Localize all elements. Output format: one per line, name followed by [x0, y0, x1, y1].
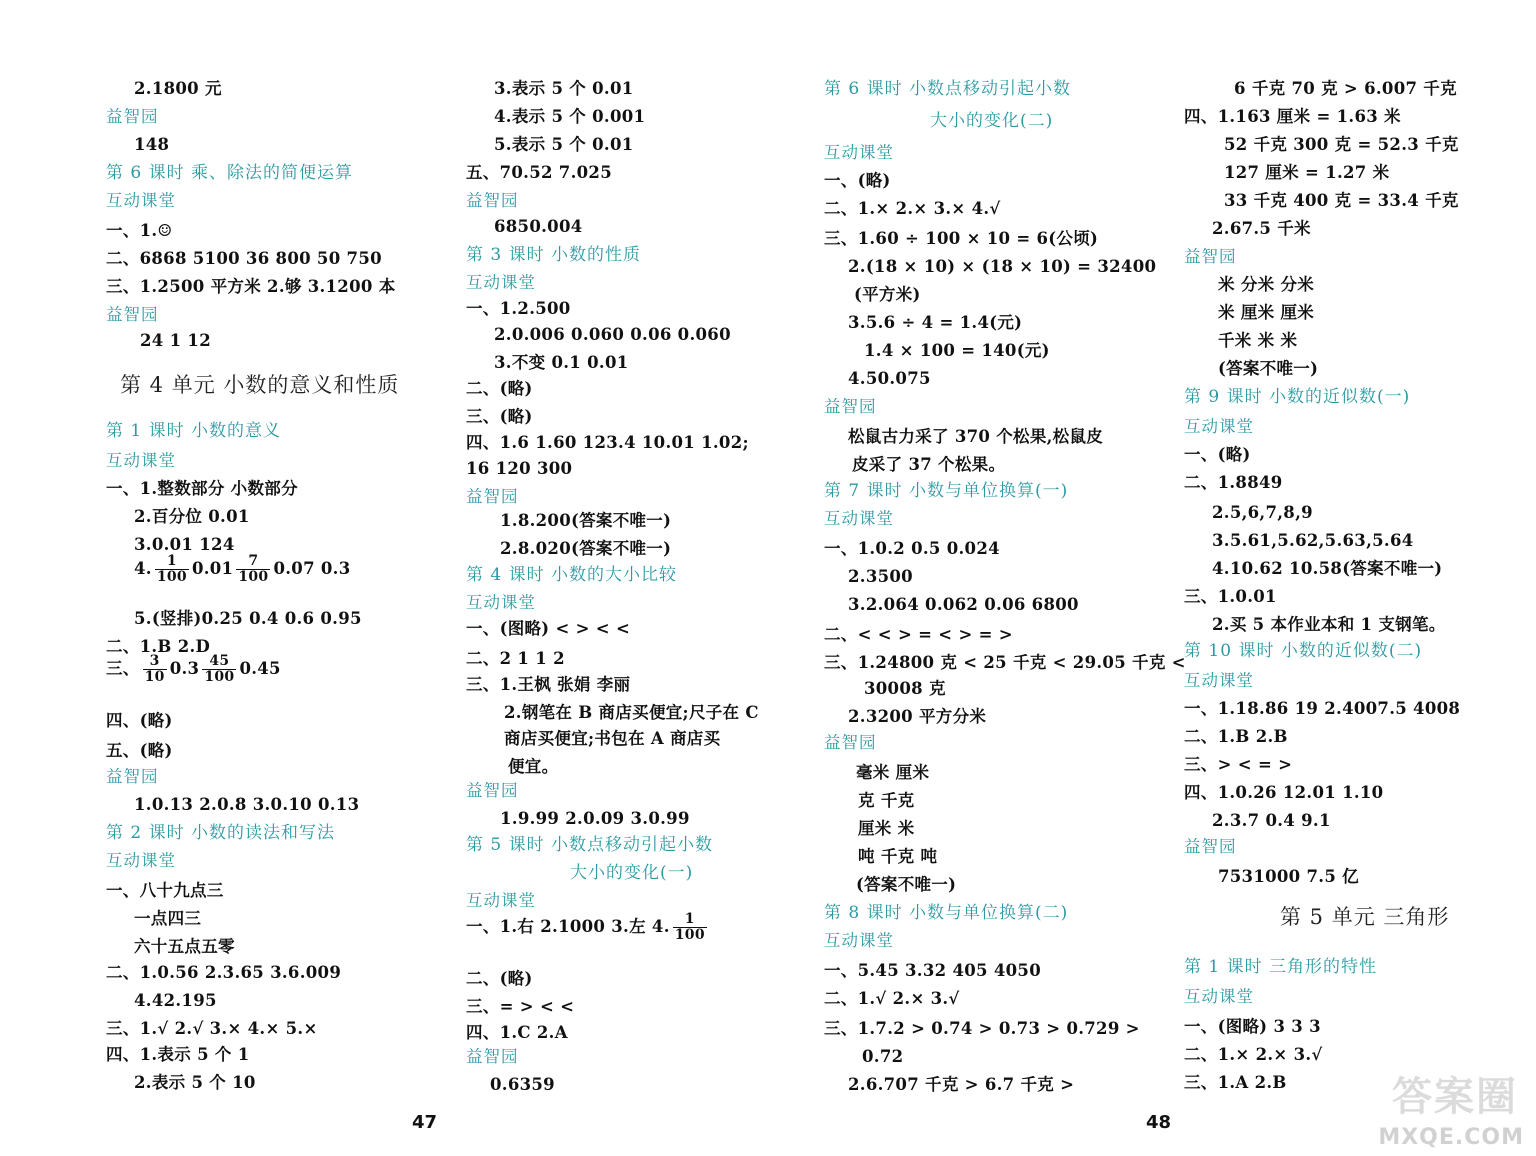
section-heading: 互动课堂 — [466, 273, 536, 292]
fraction-denominator: 10 — [144, 669, 165, 685]
answer-line: 四、1.163 厘米 = 1.63 米 — [1184, 107, 1401, 126]
answer-line: 2.表示 5 个 10 — [134, 1073, 256, 1092]
lesson-heading: 第 8 课时 小数与单位换算(二) — [824, 903, 1069, 923]
answer-line: 六十五点五零 — [134, 937, 235, 956]
section-heading: 互动课堂 — [466, 891, 536, 910]
lesson-heading: 第 4 课时 小数的大小比较 — [466, 565, 678, 585]
section-heading: 互动课堂 — [824, 931, 894, 950]
answer-line: 二、< < > = < > = > — [824, 625, 1013, 644]
answer-line: 52 千克 300 克 = 52.3 千克 — [1224, 135, 1459, 154]
answer-line: 7531000 7.5 亿 — [1218, 867, 1359, 886]
answer-line: 一、1.整数部分 小数部分 — [106, 479, 298, 498]
section-heading: 益智园 — [824, 397, 877, 416]
answer-line: 2.1800 元 — [134, 79, 222, 98]
answer-line: 商店买便宜;书包在 A 商店买 — [504, 729, 721, 748]
section-heading: 互动课堂 — [106, 191, 176, 210]
answer-line: 吨 千克 吨 — [858, 847, 938, 866]
section-heading: 互动课堂 — [106, 451, 176, 470]
answer-line: 三、(略) — [466, 407, 533, 426]
answer-line: 6850.004 — [494, 217, 583, 236]
answer-line: 6 千克 70 克 > 6.007 千克 — [1234, 79, 1457, 98]
answer-line: 1.0.13 2.0.8 3.0.10 0.13 — [134, 795, 360, 814]
answer-line: 三、1.√ 2.√ 3.× 4.× 5.× — [106, 1019, 318, 1038]
unit-heading: 第 4 单元 小数的意义和性质 — [120, 373, 400, 397]
lesson-heading: 第 3 课时 小数的性质 — [466, 245, 642, 265]
answer-line: 二、6868 5100 36 800 50 750 — [106, 249, 382, 268]
answer-line: 2.3.7 0.4 9.1 — [1212, 811, 1331, 830]
watermark-site: MXQE.COM — [1378, 1125, 1524, 1150]
answer-line: 三、= > < < — [466, 997, 575, 1016]
answer-line: 一、八十九点三 — [106, 881, 224, 900]
answer-line: 三、1.60 ÷ 100 × 10 = 6(公顷) — [824, 229, 1099, 248]
answer-line: 二、1.× 2.× 3.× 4.√ — [824, 199, 1001, 218]
answer-line: 一、(图略) < > < < — [466, 619, 631, 638]
answer-text: 0.45 — [239, 659, 281, 678]
answer-line: 三、1.2500 平方米 2.够 3.1200 本 — [106, 277, 396, 296]
answer-line: 1.4 × 100 = 140(元) — [864, 341, 1050, 360]
answer-line: 3.5.61,5.62,5.63,5.64 — [1212, 531, 1414, 550]
answer-line: 16 120 300 — [466, 459, 573, 478]
unit-heading: 第 5 单元 三角形 — [1280, 905, 1450, 929]
fraction — [236, 554, 270, 585]
answer-text: 一、1.右 2.1000 3.左 4. — [466, 917, 670, 936]
answer-line: 2.6.707 千克 > 6.7 千克 > — [848, 1075, 1075, 1094]
fraction — [673, 912, 707, 943]
answer-line: 一、1.0.2 0.5 0.024 — [824, 539, 1000, 558]
answer-line: 2.3200 平方分米 — [848, 707, 987, 726]
answer-line: 一、(略) — [824, 171, 891, 190]
answer-line: 一、(略) — [1184, 445, 1251, 464]
answer-line: 2.3500 — [848, 567, 913, 586]
lesson-heading: 第 2 课时 小数的读法和写法 — [106, 823, 336, 843]
watermark-logo: 答案圈 — [1392, 1074, 1518, 1120]
lesson-heading: 第 6 课时 乘、除法的简便运算 — [106, 163, 354, 183]
answer-line: 2.67.5 千米 — [1212, 219, 1311, 238]
answer-line: 松鼠古力采了 370 个松果,松鼠皮 — [848, 427, 1104, 446]
answer-line: 皮采了 37 个松果。 — [852, 455, 1006, 474]
fraction — [143, 654, 167, 685]
fraction-denominator: 100 — [238, 569, 269, 585]
lesson-heading: 大小的变化(二) — [930, 111, 1054, 131]
answer-line: 4.10.62 10.58(答案不唯一) — [1212, 559, 1443, 578]
fraction-numerator: 3 — [149, 653, 160, 669]
answer-line: 二、(略) — [466, 379, 533, 398]
answer-line: 米 分米 分米 — [1218, 275, 1315, 294]
fraction-denominator: 100 — [204, 669, 235, 685]
answer-line: 2.8.020(答案不唯一) — [500, 539, 672, 558]
answer-line: (答案不唯一) — [1218, 359, 1319, 378]
section-heading: 益智园 — [1184, 837, 1237, 856]
answer-line: (答案不唯一) — [856, 875, 957, 894]
answer-line: 米 厘米 厘米 — [1218, 303, 1315, 322]
answer-line — [134, 554, 351, 585]
answer-line: 毫米 厘米 — [856, 763, 930, 782]
answer-line: 二、1.B 2.B — [1184, 727, 1288, 746]
lesson-heading: 第 5 课时 小数点移动引起小数 — [466, 835, 714, 855]
section-heading: 益智园 — [466, 1047, 519, 1066]
lesson-heading: 第 6 课时 小数点移动引起小数 — [824, 79, 1072, 99]
answer-line: (平方米) — [854, 285, 921, 304]
answer-text: 0.3 — [169, 659, 200, 678]
answer-line: 一点四三 — [134, 909, 202, 928]
answer-line: 四、1.C 2.A — [466, 1023, 568, 1042]
section-heading: 益智园 — [1184, 247, 1237, 266]
answer-line: 2.百分位 0.01 — [134, 507, 250, 526]
answer-line: 3.0.01 124 — [134, 535, 235, 554]
answer-line: 30008 克 — [864, 679, 946, 698]
fraction-numerator: 7 — [248, 553, 259, 569]
answer-line — [466, 912, 710, 943]
answer-line — [106, 654, 281, 685]
answer-line: 1.8.200(答案不唯一) — [500, 511, 672, 530]
section-heading: 益智园 — [106, 305, 159, 324]
answer-line: 四、1.0.26 12.01 1.10 — [1184, 783, 1384, 802]
answer-line: 二、(略) — [466, 969, 533, 988]
answer-line: 三、> < = > — [1184, 755, 1293, 774]
answer-line: 3.表示 5 个 0.01 — [494, 79, 634, 98]
fraction — [202, 654, 236, 685]
answer-line: 三、1.24800 克 < 25 千克 < 29.05 千克 < — [824, 653, 1186, 672]
answer-line: 二、1.0.56 2.3.65 3.6.009 — [106, 963, 342, 982]
answer-line: 二、1.× 2.× 3.√ — [1184, 1045, 1323, 1064]
lesson-heading: 大小的变化(一) — [570, 863, 694, 883]
answer-line: 2.买 5 本作业本和 1 支钢笔。 — [1212, 615, 1446, 634]
section-heading: 益智园 — [824, 733, 877, 752]
answer-line: 4.表示 5 个 0.001 — [494, 107, 646, 126]
lesson-heading: 第 7 课时 小数与单位换算(一) — [824, 481, 1069, 501]
answer-line: 三、1.王枫 张娟 李丽 — [466, 675, 631, 694]
fraction — [155, 554, 189, 585]
fraction-numerator: 45 — [209, 653, 230, 669]
answer-line: 2.(18 × 10) × (18 × 10) = 32400 — [848, 257, 1157, 276]
watermark — [1378, 1072, 1528, 1152]
section-heading: 益智园 — [466, 487, 519, 506]
answer-line: 三、1.7.2 > 0.74 > 0.73 > 0.729 > — [824, 1019, 1140, 1038]
answer-text: 4. — [134, 559, 152, 578]
right-page — [768, 0, 1536, 1156]
answer-line: 二、2 1 1 2 — [466, 649, 565, 668]
answer-line: 千米 米 米 — [1218, 331, 1298, 350]
answer-line: 五、70.52 7.025 — [466, 163, 612, 182]
answer-line: 3.不变 0.1 0.01 — [494, 353, 629, 372]
fraction-denominator: 100 — [674, 927, 705, 943]
answer-line: 1.9.99 2.0.09 3.0.99 — [500, 809, 690, 828]
section-heading: 互动课堂 — [1184, 417, 1254, 436]
fraction-numerator: 1 — [684, 911, 695, 927]
answer-line: 3.2.064 0.062 0.06 6800 — [848, 595, 1079, 614]
answer-line: 三、1.0.01 — [1184, 587, 1277, 606]
answer-line: 一、(图略) 3 3 3 — [1184, 1017, 1321, 1036]
section-heading: 互动课堂 — [1184, 671, 1254, 690]
answer-line: 克 千克 — [858, 791, 915, 810]
lesson-heading: 第 1 课时 三角形的特性 — [1184, 957, 1378, 977]
answer-text: 0.01 — [191, 559, 234, 578]
section-heading: 益智园 — [466, 191, 519, 210]
answer-line: 四、(略) — [106, 711, 173, 730]
answer-line: 一、1.☺ — [106, 221, 173, 240]
answer-line: 四、1.表示 5 个 1 — [106, 1045, 250, 1064]
lesson-heading: 第 9 课时 小数的近似数(一) — [1184, 387, 1411, 407]
section-heading: 益智园 — [106, 107, 159, 126]
answer-line: 4.42.195 — [134, 991, 217, 1010]
fraction-denominator: 100 — [156, 569, 187, 585]
page-number-right: 48 — [1146, 1112, 1172, 1133]
answer-line: 3.5.6 ÷ 4 = 1.4(元) — [848, 313, 1023, 332]
answer-line: 二、1.√ 2.× 3.√ — [824, 989, 960, 1008]
section-heading: 互动课堂 — [466, 593, 536, 612]
section-heading: 互动课堂 — [1184, 987, 1254, 1006]
answer-line: 三、1.A 2.B — [1184, 1073, 1287, 1092]
answer-line: 33 千克 400 克 = 33.4 千克 — [1224, 191, 1459, 210]
answer-line: 0.6359 — [490, 1075, 555, 1094]
section-heading: 益智园 — [106, 767, 159, 786]
answer-line: 一、5.45 3.32 405 4050 — [824, 961, 1041, 980]
answer-line: 0.72 — [862, 1047, 904, 1066]
answer-line: 127 厘米 = 1.27 米 — [1224, 163, 1390, 182]
lesson-heading: 第 1 课时 小数的意义 — [106, 421, 282, 441]
section-heading: 益智园 — [466, 781, 519, 800]
answer-line: 5.(竖排)0.25 0.4 0.6 0.95 — [134, 609, 362, 628]
lesson-heading: 第 10 课时 小数的近似数(二) — [1184, 641, 1423, 661]
section-heading: 互动课堂 — [106, 851, 176, 870]
answer-text: 0.07 0.3 — [273, 559, 351, 578]
answer-line: 2.5,6,7,8,9 — [1212, 503, 1313, 522]
section-heading: 互动课堂 — [824, 143, 894, 162]
answer-line: 4.50.075 — [848, 369, 931, 388]
answer-line: 五、(略) — [106, 741, 173, 760]
section-heading: 互动课堂 — [824, 509, 894, 528]
answer-line: 2.0.006 0.060 0.06 0.060 — [494, 325, 731, 344]
answer-line: 一、1.2.500 — [466, 299, 571, 318]
answer-line: 四、1.6 1.60 123.4 10.01 1.02; — [466, 433, 749, 452]
answer-line: 一、1.18.86 19 2.4007.5 4008 — [1184, 699, 1461, 718]
answer-line: 2.钢笔在 B 商店买便宜;尺子在 C — [504, 703, 759, 722]
answer-line: 二、1.B 2.D — [106, 637, 211, 656]
fraction-numerator: 1 — [166, 553, 177, 569]
page-number-left: 47 — [412, 1112, 438, 1133]
answer-line: 二、1.8849 — [1184, 473, 1283, 492]
answer-text: 三、 — [106, 659, 140, 678]
answer-line: 5.表示 5 个 0.01 — [494, 135, 634, 154]
answer-line: 便宜。 — [508, 757, 559, 776]
answer-line: 148 — [134, 135, 170, 154]
answer-line: 厘米 米 — [858, 819, 915, 838]
answer-line: 24 1 12 — [140, 331, 211, 350]
